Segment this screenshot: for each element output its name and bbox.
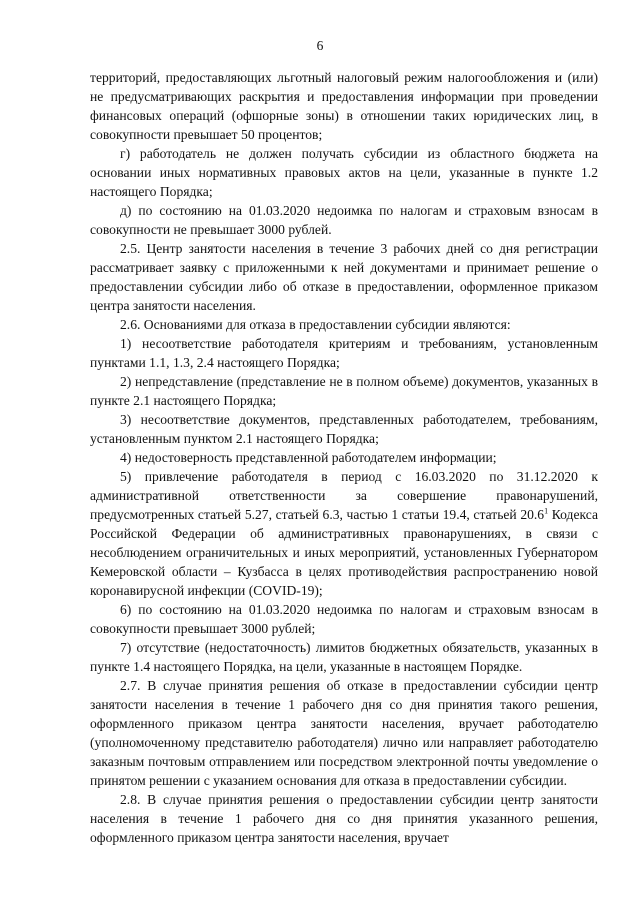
- refusal-reason-1: 1) несоответствие работодателя критериям и требованиям, установленным пунктами 1.1, 1.3, 2.4 настоящего Порядка;: [90, 336, 598, 370]
- page-number: 6: [316, 38, 324, 53]
- paragraph-criterion-g: г) работодатель не должен получать субсидии из областного бюджета на основании иных нормативных правовых актов на цели, указанные в пункте 1.2 настоящего Порядка;: [90, 146, 598, 199]
- paragraph-2-8: 2.8. В случае принятия решения о предоставлении субсидии центр занятости населения в течение 1 рабочего дня со дня принятия указанного решения, оформленного приказом центра занятости населения, вручает: [90, 792, 598, 845]
- refusal-reason-2: 2) непредставление (представление не в полном объеме) документов, указанных в пункте 2.1 настоящего Порядка;: [90, 374, 598, 408]
- paragraph-2-7: 2.7. В случае принятия решения об отказе в предоставлении субсидии центр занятости населения в течение 1 рабочего дня со дня принятия такого решения, оформленного приказом центра занятости населения, вручает работодателю (уполномоченному представителю работодателя) лично или направляет работодателю заказным почтовым отправлением или посредством электронной почты уведомление о принятом решении с указанием основания для отказа в предоставлении субсидии.: [90, 678, 598, 788]
- paragraph-criterion-d: д) по состоянию на 01.03.2020 недоимка по налогам и страховым взносам в совокупности не превышает 3000 рублей.: [90, 203, 598, 237]
- paragraph-2-5: 2.5. Центр занятости населения в течение 3 рабочих дней со дня регистрации рассматривает заявку с приложенными к ней документами и принимает решение о предоставлении субсидии либо об отказе в предоставлении, оформленное приказом центра занятости населения.: [90, 241, 598, 313]
- refusal-reason-6: 6) по состоянию на 01.03.2020 недоимка по налогам и страховым взносам в совокупности превышает 3000 рублей;: [90, 602, 598, 636]
- paragraph-2-6: 2.6. Основаниями для отказа в предоставлении субсидии являются:: [120, 317, 511, 332]
- refusal-reason-5: [90, 467, 598, 600]
- refusal-reason-5-text: 5) привлечение работодателя в период с 16.03.2020 по 31.12.2020 к административной ответственности за совершение правонарушений, предусмотренных статьей 5.27, статьей 6.3, частью 1 статьи 19.4, статьей 20.6: [90, 469, 598, 522]
- refusal-reason-5-continuation: Кодекса Российской Федерации об административных правонарушениях, в связи с несоблюдением ограничительных и иных мероприятий, установленных Губернатором Кемеровской области – Кузбасса в целях противодействия распространению новой коронавирусной инфекции (COVID-19);: [90, 507, 598, 598]
- refusal-reason-7: 7) отсутствие (недостаточность) лимитов бюджетных обязательств, указанных в пункте 1.4 настоящего Порядка, на цели, указанные в настоящем Порядке.: [90, 640, 598, 674]
- document-body: [90, 68, 598, 847]
- paragraph-offshore-continuation: территорий, предоставляющих льготный налоговый режим налогообложения и (или) не предусматривающих раскрытия и предоставления информации при проведении финансовых операций (офшорные зоны) в отношении таких юридических лиц, в совокупности превышает 50 процентов;: [90, 70, 598, 142]
- refusal-reason-3: 3) несоответствие документов, представленных работодателем, требованиям, установленным пунктом 2.1 настоящего Порядка;: [90, 412, 598, 446]
- refusal-reason-4: 4) недостоверность представленной работодателем информации;: [120, 450, 497, 465]
- footnote-superscript: 1: [544, 506, 549, 516]
